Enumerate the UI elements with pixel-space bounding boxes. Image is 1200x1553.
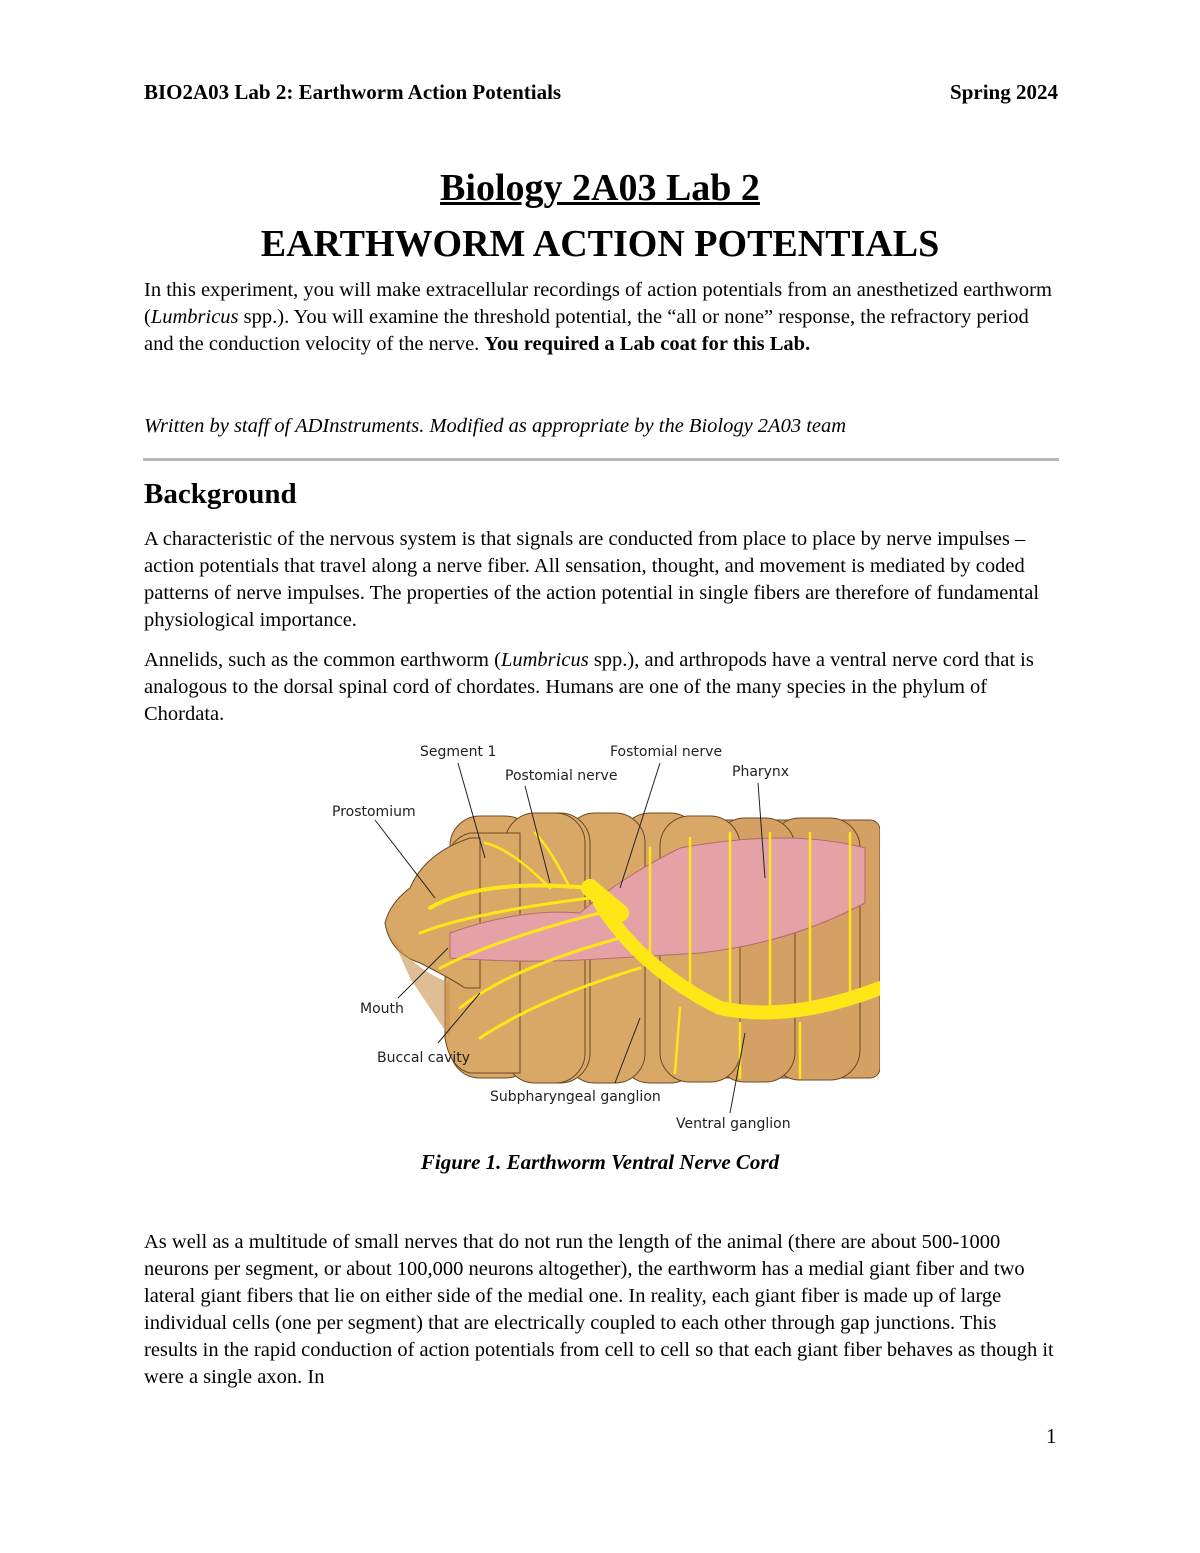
prostomium-lobe	[385, 838, 480, 988]
running-header	[144, 80, 1058, 105]
label-mouth: Mouth	[360, 1001, 404, 1017]
intro-text-cont: spp.). You will examine the threshold potential, the “all or none” response, the refractory period and the conduction velocity of the nerve.	[144, 306, 1029, 355]
header-course-title: BIO2A03 Lab 2: Earthworm Action Potentials	[144, 80, 562, 104]
intro-genus: Lumbricus	[150, 306, 239, 328]
label-pharynx: Pharynx	[732, 764, 790, 780]
page-number: 1	[1046, 1424, 1057, 1448]
section-divider	[143, 458, 1059, 461]
label-subpharyngeal-ganglion: Subpharyngeal ganglion	[490, 1089, 661, 1105]
document-title: Biology 2A03 Lab 2	[440, 167, 760, 209]
header-term: Spring 2024	[950, 80, 1058, 104]
p2-genus: Lumbricus	[500, 649, 589, 671]
figure-caption: Figure 1. Earthworm Ventral Nerve Cord	[420, 1150, 780, 1174]
label-prostomium: Prostomium	[332, 804, 416, 820]
author-credit: Written by staff of ADInstruments. Modified as appropriate by the Biology 2A03 team	[144, 415, 847, 437]
label-segment: Segment 1	[420, 744, 497, 760]
earthworm-illustration	[320, 738, 880, 1138]
earthworm-figure	[320, 738, 880, 1138]
background-paragraph-1: A characteristic of the nervous system is that signals are conducted from place to place by nerve impulses – action potentials that travel along a nerve fiber. All sensation, thought, and movement is mediated by coded patterns of nerve impulses. The properties of the action potential in single fibers are therefore of fundamental physiological importance.	[144, 528, 1040, 631]
label-buccal-cavity: Buccal cavity	[377, 1050, 471, 1066]
label-postomial-nerve: Postomial nerve	[505, 768, 618, 784]
body-paragraph-3: As well as a multitude of small nerves that do not run the length of the animal (there are about 500-1000 neurons per segment, or about 100,000 neurons altogether), the earthworm has a medial giant fiber and two lateral giant fibers that lie on either side of the medial one. In reality, each giant fiber is made up of large individual cells (one per segment) that are electrically coupled to each other through gap junctions. This results in the rapid conduction of action potentials from cell to cell so that each giant fiber behaves as though it were a single axon. In	[144, 1231, 1054, 1388]
intro-text: In this experiment, you will make extracellular recordings of action potentials from an anesthetized earthworm (	[144, 279, 1052, 328]
label-ventral-ganglion: Ventral ganglion	[676, 1116, 791, 1132]
section-heading-background: Background	[144, 478, 297, 510]
p2-text: Annelids, such as the common earthworm (	[144, 649, 501, 671]
background-paragraph-2	[144, 647, 1054, 728]
document-subtitle: EARTHWORM ACTION POTENTIALS	[260, 223, 940, 265]
p2-text-cont: spp.), and arthropods have a ventral nerve cord that is analogous to the dorsal spinal cord of chordates. Humans are one of the many species in the phylum of Chordata.	[144, 649, 1034, 725]
intro-paragraph	[144, 277, 1054, 358]
label-fostomial-nerve: Fostomial nerve	[610, 744, 723, 760]
lab-coat-notice: You required a Lab coat for this Lab.	[484, 333, 811, 355]
